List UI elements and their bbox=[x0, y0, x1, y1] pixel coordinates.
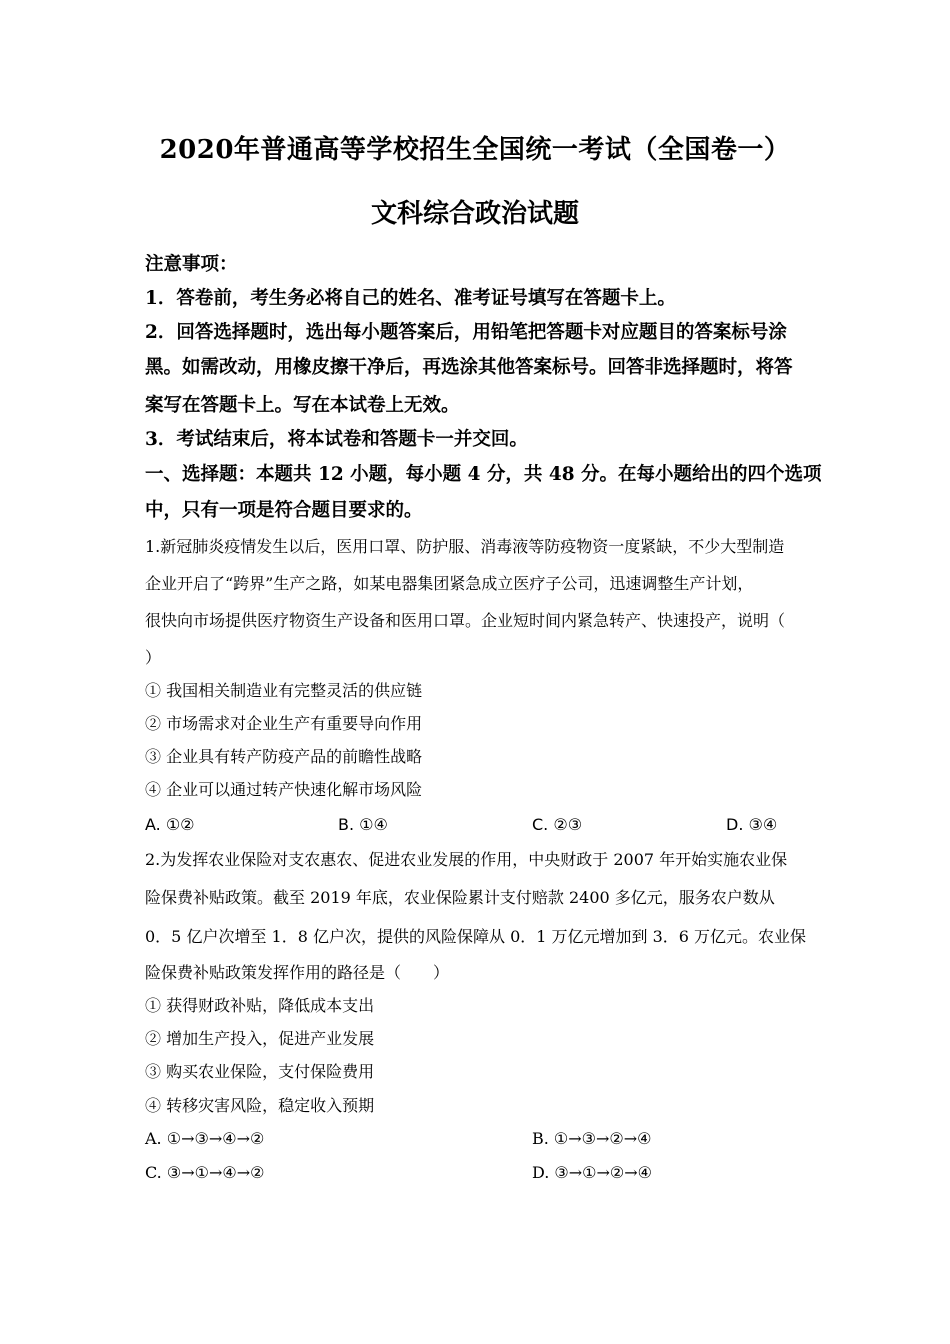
q2-statement-4: ④ 转移灾害风险，稳定收入预期 bbox=[145, 1096, 375, 1115]
section-heading-line-2: 中，只有一项是符合题目要求的。 bbox=[145, 500, 423, 521]
q2-statement-3: ③ 购买农业保险，支付保险费用 bbox=[145, 1062, 375, 1081]
notice-item-2-line-2: 黑。如需改动，用橡皮擦干净后，再选涂其他答案标号。回答非选择题时，将答 bbox=[145, 357, 793, 378]
notice-item-1: 1．答卷前，考生务必将自己的姓名、准考证号填写在答题卡上。 bbox=[145, 288, 676, 309]
page-title: 2020年普通高等学校招生全国统一考试（全国卷一） bbox=[159, 135, 791, 165]
q2-statement-2: ② 增加生产投入，促进产业发展 bbox=[145, 1029, 375, 1048]
q1-stem-line-2: 企业开启了“跨界”生产之路，如某电器集团紧急成立医疗子公司，迅速调整生产计划， bbox=[145, 574, 754, 593]
q1-statement-3: ③ 企业具有转产防疫产品的前瞻性战略 bbox=[145, 747, 423, 766]
q1-option-b: B. ①④ bbox=[338, 815, 388, 834]
q2-stem-line-4: 险保费补贴政策发挥作用的路径是（ ） bbox=[145, 963, 450, 982]
q1-stem-line-3: 很快向市场提供医疗物资生产设备和医用口罩。企业短时间内紧急转产、快速投产，说明（ bbox=[145, 611, 786, 630]
notice-item-3: 3．考试结束后，将本试卷和答题卡一并交回。 bbox=[145, 429, 528, 450]
q1-statement-4: ④ 企业可以通过转产快速化解市场风险 bbox=[145, 780, 423, 799]
notice-heading: 注意事项： bbox=[145, 254, 238, 275]
q1-statement-1: ① 我国相关制造业有完整灵活的供应链 bbox=[145, 681, 423, 700]
q1-option-d: D. ③④ bbox=[726, 815, 778, 834]
q2-stem-line-3: 0．5 亿户次增至 1．8 亿户次，提供的风险保障从 0．1 万亿元增加到 3．6 万亿元。农业保 bbox=[145, 927, 807, 946]
notice-item-2-line-1: 2．回答选择题时，选出每小题答案后，用铅笔把答题卡对应题目的答案标号涂 bbox=[145, 322, 787, 343]
notice-item-2-line-3: 案写在答题卡上。写在本试卷上无效。 bbox=[145, 395, 460, 416]
q2-statement-1: ① 获得财政补贴，降低成本支出 bbox=[145, 996, 375, 1015]
q1-statement-2: ② 市场需求对企业生产有重要导向作用 bbox=[145, 714, 423, 733]
q2-stem-line-2: 险保费补贴政策。截至 2019 年底，农业保险累计支付赔款 2400 多亿元，服务农户数从 bbox=[145, 888, 775, 907]
q1-option-a: A. ①② bbox=[145, 815, 195, 834]
q1-option-c: C. ②③ bbox=[532, 815, 583, 834]
q2-option-c: C. ③→①→④→② bbox=[145, 1163, 265, 1182]
q1-stem-line-1: 1.新冠肺炎疫情发生以后，医用口罩、防护服、消毒液等防疫物资一度紧缺，不少大型制造 bbox=[145, 537, 785, 556]
page-subtitle: 文科综合政治试题 bbox=[370, 199, 579, 229]
section-heading-line-1: 一、选择题：本题共 12 小题，每小题 4 分，共 48 分。在每小题给出的四个选项 bbox=[145, 464, 822, 485]
q2-option-b: B. ①→③→②→④ bbox=[532, 1129, 652, 1148]
q2-option-d: D. ③→①→②→④ bbox=[532, 1163, 653, 1182]
q2-option-a: A. ①→③→④→② bbox=[145, 1129, 265, 1148]
q1-stem-line-4: ） bbox=[145, 648, 162, 667]
q2-stem-line-1: 2.为发挥农业保险对支农惠农、促进农业发展的作用，中央财政于 2007 年开始实施农业保 bbox=[145, 850, 788, 869]
